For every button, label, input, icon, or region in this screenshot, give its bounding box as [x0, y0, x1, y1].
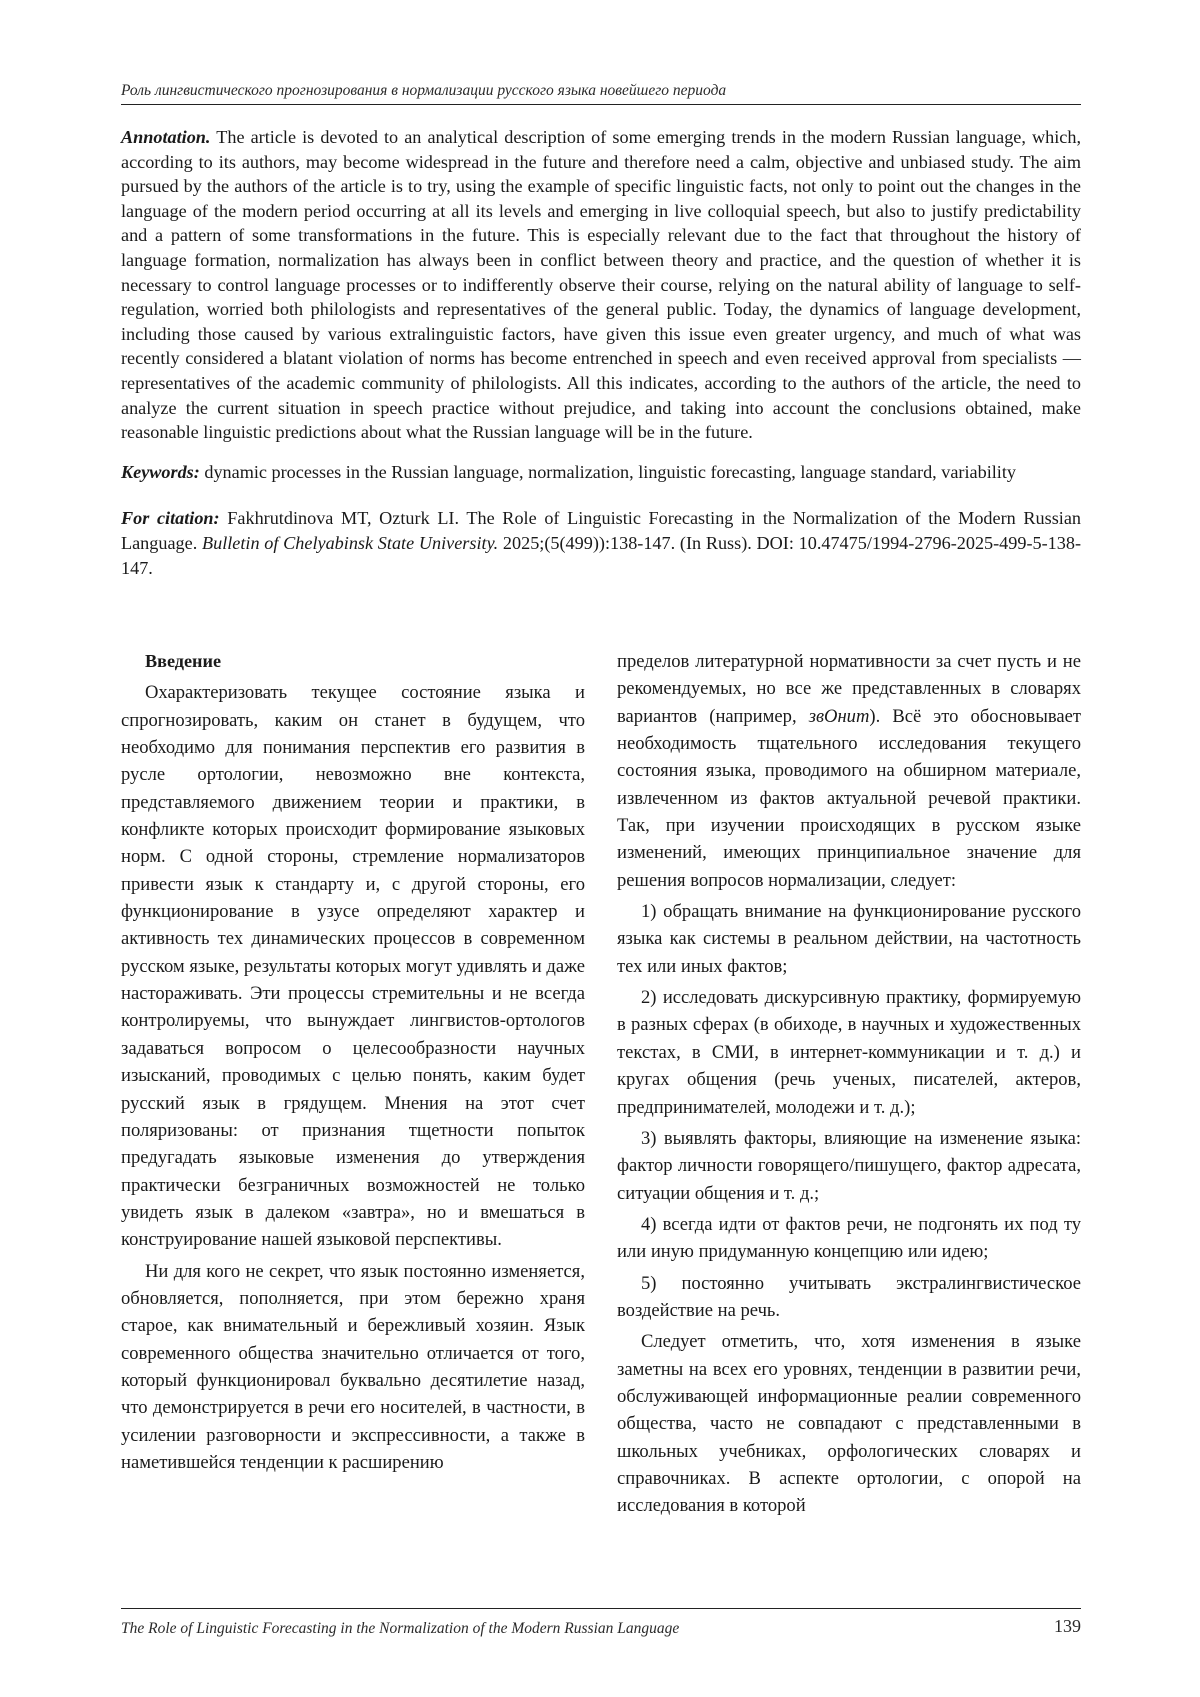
body-paragraph: Ни для кого не секрет, что язык постоянно изменяется, обновляется, пополняется, при этом бережно храня старое, как внимательный и бережливый хозяин. Язык современного общества значительно отличается от того, который функционировал буквально десятилетие назад, что демонстрируется в речи его носителей, в частности, в усилении разговорности и экспрессивности, а также в наметившейся тенденции к расширению [121, 1260, 585, 1473]
running-header-title: Роль лингвистического прогнозирования в нормализации русского языка новейшего периода [121, 82, 727, 99]
body-paragraph [617, 648, 1081, 894]
citation-journal: Bulletin of Chelyabinsk State University. [201, 532, 499, 553]
body-column-left [121, 648, 585, 1480]
annotation-paragraph [121, 125, 1081, 445]
body-paragraph: Охарактеризовать текущее состояние языка и спрогнозировать, каким он станет в будущем, что необходимо для понимания перспектив его развития в русле ортологии, невозможно вне контекста, представляемого движением теории и практики, в конфликте которых происходит формирование языковых норм. С одной стороны, стремление нормализаторов привести язык к стандарту и, с другой стороны, его функционирование в узусе определяют характер и активность тех динамических процессов в современном русском языке, результаты которых могут удивлять и даже настораживать. Эти процессы стремительны и не всегда контролируемы, что вынуждает лингвистов-ортологов задаваться вопросом о целесообразности научных изысканий, проводимых с целью понять, каким будет русский язык в грядущем. Мнения на этот счет поляризованы: от признания тщетности попыток предугадать языковые изменения до утверждения практически безграничных возможностей не только увидеть язык в далеком «завтра», но и вмешаться в конструирование нашей языковой перспективы. [121, 682, 585, 1251]
footer-rule [121, 1608, 1081, 1609]
header-rule [121, 104, 1081, 105]
list-item: 3) выявлять факторы, влияющие на изменение языка: фактор личности говорящего/пишущего, фактор адресата, ситуации общения и т. д.; [617, 1127, 1081, 1204]
citation-label: For citation: [121, 508, 220, 529]
page-number: 139 [1054, 1616, 1081, 1636]
annotation-text: The article is devoted to an analytical description of some emerging trends in the modern Russian language, which, according to its authors, may become widespread in the future and therefore need a calm, objective and unbiased study. The aim pursued by the authors of the article is to try, using the example of specific linguistic facts, not only to point out the changes in the language of the modern period occurring at all its levels and emerging in live colloquial speech, but also to justify predictability and a pattern of some transformations in the future. This is especially relevant due to the fact that throughout the history of language formation, normalization has always been in conflict between theory and practice, and the question of whether it is necessary to control language processes or to indifferently observe their course, relying on the natural ability of language to self-regulation, worried both philologists and representatives of the general public. Today, the dynamics of language development, including those caused by various extralinguistic factors, have given this issue even greater urgency, and much of what was recently considered a blatant violation of norms has become entrenched in speech and even received approval from specialists — representatives of the academic community of philologists. All this indicates, according to the authors of the article, the need to analyze the current situation in speech practice without prejudice, and taking into account the conclusions obtained, make reasonable linguistic predictions about what the Russian language will be in the future. [121, 127, 1081, 443]
keywords-text: dynamic processes in the Russian language, normalization, linguistic forecasting, language standard, variability [204, 461, 1017, 482]
body-column-right [617, 648, 1081, 1524]
list-item: 4) всегда идти от фактов речи, не подгонять их под ту или иную придуманную концепцию или идею; [617, 1213, 1081, 1263]
running-footer-title: The Role of Linguistic Forecasting in the Normalization of the Modern Russian Language [121, 1620, 680, 1637]
citation-text-after: 2025;(5(499)):138-147. (In Russ). DOI: 10.47475/1994-2796-2025-499-5-138-147. [121, 532, 1082, 578]
section-heading: Введение [145, 651, 222, 671]
body-paragraph: Следует отметить, что, хотя изменения в языке заметны на всех его уровнях, тенденции в развитии речи, обслуживающей информационные реалии современного общества, часто не совпадают с представленными в школьных учебниках, орфологических словарях и справочниках. В аспекте ортологии, с опорой на исследования в которой [617, 1331, 1081, 1517]
citation-paragraph [121, 506, 1081, 580]
text-span: пределов литературной нормативности за счет пусть и не рекомендуемых, но все же представленных в словарях вариантов (например, [617, 651, 1081, 727]
list-item: 1) обращать внимание на функционирование русского языка как системы в реальном действии, на частотность тех или иных фактов; [617, 901, 1081, 977]
keywords-paragraph [121, 460, 1081, 485]
list-item: 2) исследовать дискурсивную практику, формируемую в разных сферах (в обиходе, в научных и художественных текстах, в СМИ, в интернет-коммуникации и т. д.) и кругах общения (речь ученых, писателей, актеров, предпринимателей, молодежи и т. д.); [617, 987, 1081, 1118]
abstract-block [121, 125, 1081, 580]
annotation-label: Annotation. [121, 127, 211, 147]
keywords-label: Keywords: [121, 461, 200, 482]
list-item: 5) постоянно учитывать экстралингвистическое воздействие на речь. [617, 1272, 1081, 1321]
stress-example: звОнит [808, 705, 870, 727]
citation-text-before: Fakhrutdinova MT, Ozturk LI. The Role of Linguistic Forecasting in the Normalization of the Modern Russian Language. [121, 508, 1082, 553]
text-span: ). Всё это обосновывает необходимость тщательного исследования текущего состояния языка, проводимого на обширном материале, извлеченном из фактов актуальной речевой практики. Так, при изучении происходящих в русском языке изменений, имеющих принципиальное значение для решения вопросов нормализации, следует: [617, 705, 1081, 891]
